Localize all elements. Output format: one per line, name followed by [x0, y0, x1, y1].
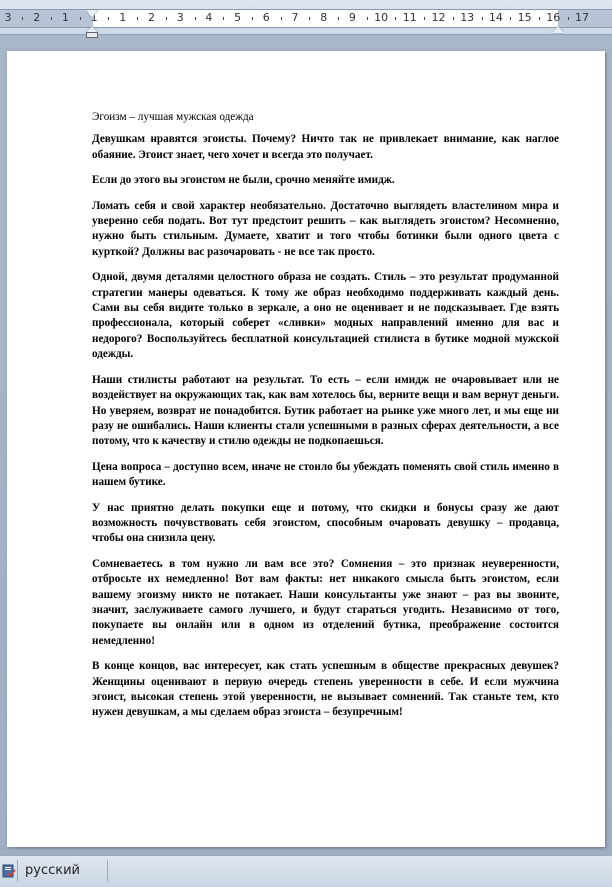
ruler-number: 3: [176, 11, 184, 24]
ruler-tick: [137, 17, 138, 20]
ruler-tick: [395, 17, 396, 20]
document-paragraph: Если до этого вы эгоистом не были, срочно меняйте имидж.: [92, 174, 395, 187]
document-paragraph: Сомневаетесь в том нужно ли вам все это? Сомнения – это признак неуверенности, отбросьте их немедленно! Вот вам факты: нет никакого смысла быть эгоистом, если вашему эгоизму никто не потакает. Наши консультанты уже знают – раз вы звоните, значит, заслуживаете самого лучшего, и будут стараться угодить. Независимо от того, покупаете вы онлайн или в одном из отделений бутика, преображение состоится немедленно!: [92, 557, 559, 647]
ruler-number: 2: [33, 11, 41, 24]
ruler-tick: [482, 17, 483, 20]
ruler-tick: [424, 17, 425, 20]
ruler-tick: [309, 17, 310, 20]
ruler-tick: [223, 17, 224, 20]
ruler-tick: [338, 17, 339, 20]
ruler-number: 7: [291, 11, 299, 24]
ruler-number: 1: [90, 11, 98, 24]
paragraph-list: [92, 132, 559, 720]
first-line-indent-marker[interactable]: [86, 10, 98, 18]
right-indent-marker[interactable]: [552, 26, 564, 33]
document-paragraph: Ломать себя и свой характер необязательно. Достаточно выглядеть властелином мира и уверенно себя подать. Вот тут предстоит решить – как выглядеть эгоистом? Несомненно, нужно быть стильным. Думаете, хватит и того чтобы ботинки были одного цвета с курткой? Должны вас разочаровать - не все так просто.: [92, 199, 559, 258]
document-paragraph: У нас приятно делать покупки еще и потому, что скидки и бонусы сразу же дают возможность почувствовать себя эгоистом, способным очаровать девушку – продавца, чтобы она снизила цену.: [92, 501, 559, 545]
ruler-tick: [80, 17, 81, 20]
ruler-number: 15: [517, 11, 532, 24]
ruler-tick: [568, 17, 569, 20]
ruler-tick: [108, 17, 109, 20]
proofing-book-icon[interactable]: [2, 863, 16, 879]
ruler-number: 1: [61, 11, 69, 24]
ruler-tick: [453, 17, 454, 20]
document-paragraph: В конце концов, вас интересует, как стать успешным в обществе прекрасных девушек? Женщины оценивают в первую очередь степень уверенности в себе. И если мужчина эгоист, высокая степень этой уверенности, не вызывает сомнений. Так станьте тем, кто нужен девушкам, а мы сделаем образ эгоиста – безупречным!: [92, 660, 559, 719]
document-paragraph: Наши стилисты работают на результат. То есть – если имидж не очаровывает или не воздействует на окружающих так, как вам хотелось бы, верните вещи и вам вернут деньги. Но уверяем, возврат не понадобится. Бутик работает на рынке уже много лет, и мы еще ни разу не ошибались. Наши клиенты стали успешными в разных сферах деятельности, а все потому, что к качеству и стилю одежды не подкопаешься.: [92, 373, 559, 448]
ruler-tick: [539, 17, 540, 20]
ruler-tick: [166, 17, 167, 20]
ruler-number: 2: [148, 11, 155, 24]
left-indent-marker[interactable]: [86, 32, 98, 38]
status-bar: [0, 855, 612, 887]
ruler-number: 8: [320, 11, 328, 24]
status-separator: [17, 860, 18, 882]
status-separator: [107, 860, 108, 882]
ruler-number: 4: [205, 11, 213, 24]
ruler-number: 6: [262, 11, 270, 24]
ruler-number: 12: [431, 11, 446, 24]
ruler-number: 9: [348, 11, 356, 24]
document-page[interactable]: [7, 51, 605, 847]
ruler-number: 3: [4, 11, 12, 24]
ruler-tick: [195, 17, 196, 20]
ruler-bar: [0, 0, 612, 35]
document-paragraph: Одной, двумя деталями целостного образа не создать. Стиль – это результат продуманной стратегии манеры одеваться. К тому же образ необходимо поддерживать каждый день. Сами вы себя видите только в зеркале, а оно не оценивает и не подсказывает. Где взять профессионала, который соберет «сливки» модных направлений именно для вас и недорого? Воспользуйтесь бесплатной консультацией стилиста в бутике модной мужской одежды.: [92, 271, 559, 361]
language-indicator[interactable]: русский: [25, 863, 80, 878]
document-body[interactable]: [92, 110, 559, 731]
ruler-number: 1: [119, 11, 127, 24]
ruler-number: 11: [402, 11, 417, 24]
ruler-tick: [367, 17, 368, 20]
ruler-number: 5: [234, 11, 242, 24]
ruler-tick: [281, 17, 282, 20]
ruler-tick: [252, 17, 253, 20]
ruler-number: 16: [546, 11, 561, 24]
ruler-number: 17: [575, 11, 589, 24]
document-title: Эгоизм – лучшая мужская одежда: [92, 111, 254, 123]
document-paragraph: Девушкам нравятся эгоисты. Почему? Ничто так не привлекает внимание, как наглое обаяние. Эгоист знает, чего хочет и всегда это получает.: [92, 133, 559, 161]
ruler-tick: [510, 17, 511, 20]
ruler-tick: [22, 17, 23, 20]
ruler-number: 10: [374, 11, 389, 24]
ruler-number: 14: [488, 11, 503, 24]
ruler-tick: [51, 17, 52, 20]
document-paragraph: Цена вопроса – доступно всем, иначе не стоило бы убеждать поменять свой стиль именно в нашем бутике.: [92, 460, 559, 489]
ruler-number: 13: [460, 11, 475, 24]
